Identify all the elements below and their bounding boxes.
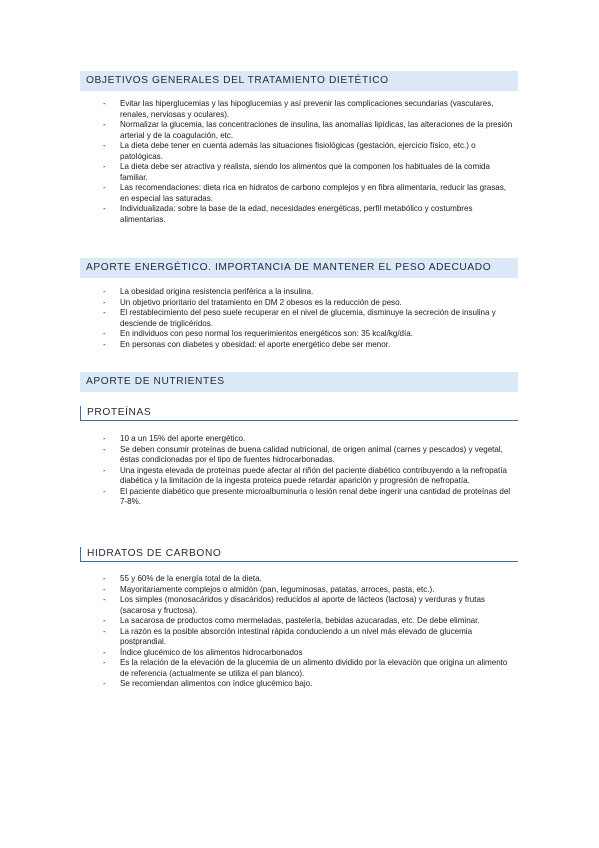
- list-item-text: En personas con diabetes y obesidad: el aporte energético debe ser menor.: [120, 339, 391, 349]
- bullet-dash: -: [103, 162, 106, 172]
- bullet-dash: -: [103, 204, 106, 214]
- list-item-text: La razón es la posible absorción intestinal rápida conduciendo a un nivel más elevado de glucemia postprandial.: [120, 626, 473, 647]
- list-item-text: Individualizada: sobre la base de la edad, necesidades energéticas, perfil metabólico y costumbres alimentarias.: [120, 204, 473, 225]
- bullet-dash: -: [103, 339, 106, 349]
- list-item-text: 10 a un 15% del aporte energético.: [120, 434, 246, 443]
- list-item: [0, 616, 515, 627]
- list-item: [0, 308, 515, 329]
- proteinas-list: [0, 434, 515, 508]
- list-item: [0, 434, 515, 445]
- list-item: [0, 162, 515, 183]
- list-item: [0, 120, 515, 141]
- list-item-text: La dieta debe tener en cuenta además las situaciones fisiológicas (gestación, ejercicio físico, etc.) o patológicas.: [120, 141, 476, 161]
- list-item-text: Los simples (monosacáridos y disacáridos) reducidos al aporte de lácteos (lactosa) y verduras y frutas (sacarosa y fructosa).: [120, 595, 485, 615]
- section-title: APORTE ENERGÉTICO. IMPORTANCIA DE MANTENER EL PESO ADECUADO: [86, 262, 492, 273]
- bullet-dash: -: [103, 584, 106, 594]
- bullet-dash: -: [103, 183, 106, 193]
- list-item: [0, 679, 515, 690]
- bullet-dash: -: [103, 647, 106, 657]
- hidratos-list: [0, 574, 515, 690]
- list-item-text: Las recomendaciones: dieta rica en hidratos de carbono complejos y en fibra alimentaria, reducir las grasas, en especial las saturadas.: [120, 183, 507, 203]
- list-item-text: En individuos con peso normal los requerimientos energéticos son: 35 kcal/kg/día.: [120, 329, 413, 339]
- section-heading-objetivos: [80, 71, 518, 91]
- list-item: [0, 340, 515, 351]
- aporte-energetico-list: [0, 287, 515, 350]
- list-item: [0, 658, 515, 679]
- list-item: [0, 183, 515, 204]
- list-item: [0, 595, 515, 616]
- bullet-dash: -: [103, 679, 106, 689]
- list-item-text: Un objetivo prioritario del tratamiento en DM 2 obesos es la reducción de peso.: [120, 297, 402, 307]
- list-item: [0, 329, 515, 340]
- bullet-dash: -: [103, 434, 106, 443]
- subsection-heading-proteinas: [80, 406, 518, 421]
- list-item-text: Se recomiendan alimentos con índice glucémico bajo.: [120, 679, 313, 689]
- list-item: [0, 627, 515, 648]
- list-item-text: Se deben consumir proteínas de buena calidad nutricional, de origen animal (carnes y pescados) y vegetal, éstas condicionadas por el tipo de fuentes hidrocarbonadas.: [120, 444, 503, 465]
- list-item: [0, 298, 515, 309]
- list-item: [0, 466, 515, 487]
- bullet-dash: -: [103, 308, 106, 318]
- list-item: [0, 99, 515, 120]
- subsection-title: HIDRATOS DE CARBONO: [87, 548, 222, 559]
- subsection-title: PROTEÍNAS: [87, 407, 152, 418]
- section-heading-aporte-energetico: [80, 258, 518, 278]
- bullet-dash: -: [103, 329, 106, 339]
- list-item: [0, 648, 515, 659]
- bullet-dash: -: [103, 120, 106, 130]
- list-item: [0, 141, 515, 162]
- subsection-heading-hidratos: [80, 547, 518, 562]
- list-item-text: Una ingesta elevada de proteínas puede afectar al riñón del paciente diabético contribuyendo a la nefropatía diabética y la limitación de la ingesta proteica puede retardar aparición y progresión de nefropatía.: [120, 465, 507, 486]
- bullet-dash: -: [103, 99, 106, 108]
- list-item-text: La sacarosa de productos como mermeladas, pastelería, bebidas azucaradas, etc. De debe eliminar.: [120, 616, 480, 626]
- section-title: OBJETIVOS GENERALES DEL TRATAMIENTO DIETÉTICO: [86, 75, 389, 86]
- list-item-text: Es la relación de la elevación de la glucemia de un alimento dividido por la elevación que origina un alimento de referencia (actualmente se utiliza el pan blanco).: [120, 658, 508, 678]
- list-item-text: La obesidad origina resistencia periférica a la insulina.: [120, 287, 314, 296]
- bullet-dash: -: [103, 658, 106, 668]
- list-item-text: El paciente diabético que presente microalbuminuria o lesión renal debe ingerir una cantidad de proteínas del 7-8%.: [120, 486, 511, 507]
- bullet-dash: -: [103, 141, 106, 151]
- section-heading-aporte-nutrientes: [80, 372, 518, 392]
- list-item-text: 55 y 60% de la energía total de la dieta.: [120, 574, 262, 583]
- section-title: APORTE DE NUTRIENTES: [86, 376, 225, 387]
- bullet-dash: -: [103, 574, 106, 583]
- list-item-text: Mayoritariamente complejos o almidón (pan, leguminosas, patatas, arroces, pasta, etc.).: [120, 584, 435, 594]
- list-item: [0, 204, 515, 225]
- bullet-dash: -: [103, 287, 106, 296]
- list-item: [0, 445, 515, 466]
- list-item-text: Evitar las hiperglucemias y las hipoglucemias y así prevenir las complicaciones secundarias (vasculares, renales, nerviosas y oculares).: [120, 99, 494, 119]
- list-item-text: La dieta debe ser atractiva y realista, siendo los alimentos que la componen los habituales de la comida familiar.: [120, 162, 490, 182]
- bullet-dash: -: [103, 595, 106, 605]
- list-item: [0, 287, 515, 298]
- bullet-dash: -: [103, 616, 106, 626]
- list-item: [0, 487, 515, 508]
- list-item-text: Índice glucémico de los alimentos hidrocarbonados: [120, 647, 303, 657]
- list-item: [0, 585, 515, 596]
- list-item-text: El restablecimiento del peso suele recuperar en el nivel de glucemia, disminuye la secreción de insulina y desciende de triglicéridos.: [120, 308, 496, 328]
- bullet-dash: -: [103, 626, 106, 636]
- bullet-dash: -: [103, 486, 106, 496]
- objetivos-list: [0, 99, 515, 226]
- list-item: [0, 574, 515, 585]
- bullet-dash: -: [103, 444, 106, 454]
- bullet-dash: -: [103, 465, 106, 475]
- list-item-text: Normalizar la glucemia, las concentraciones de insulina, las anomalías lipídicas, las alteraciones de la presión arterial y de la coagulación, etc.: [120, 120, 513, 140]
- bullet-dash: -: [103, 297, 106, 307]
